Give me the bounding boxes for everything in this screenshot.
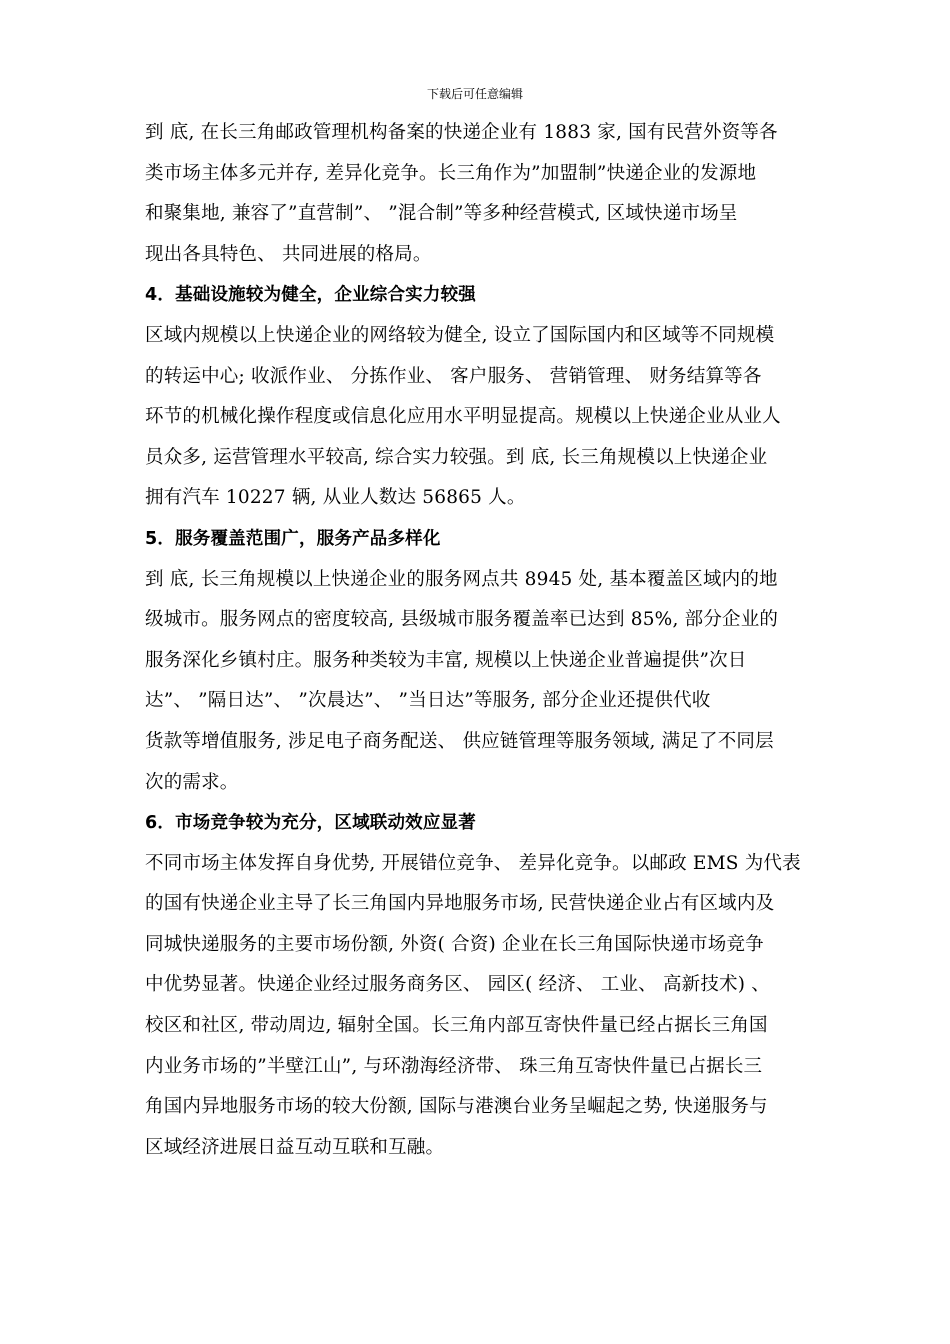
header-note: 下载后可任意编辑 — [426, 87, 523, 101]
body-text-line: 到 底, 在长三角邮政管理机构备案的快递企业有 1883 家, 国有民营外资等各 — [145, 122, 778, 143]
body-text-line: 不同市场主体发挥自身优势, 开展错位竞争、 差异化竞争。以邮政 EMS 为代表 — [145, 852, 801, 874]
body-text-line: 类市场主体多元并存, 差异化竞争。长三角作为”加盟制”快递企业的发源地 — [145, 162, 757, 184]
body-text-line: 拥有汽车 10227 辆, 从业人数达 56865 人。 — [145, 487, 526, 509]
body-text-line: 现出各具特色、 共同进展的格局。 — [145, 243, 432, 265]
body-text-line: 员众多, 运营管理水平较高, 综合实力较强。到 底, 长三角规模以上快递企业 — [145, 446, 768, 468]
section-heading: 4．基础设施较为健全，企业综合实力较强 — [145, 285, 476, 306]
body-text-line: 中优势显著。快递企业经过服务商务区、 园区( 经济、 工业、 高新技术) 、 — [145, 974, 770, 996]
section-heading: 6．市场竞争较为充分，区域联动效应显著 — [145, 813, 476, 834]
body-text-line: 达”、 ”隔日达”、 ”次晨达”、 ”当日达”等服务, 部分企业还提供代收 — [145, 690, 711, 712]
section-heading: 5．服务覆盖范围广，服务产品多样化 — [145, 528, 441, 549]
body-text-line: 货款等增值服务, 涉足电子商务配送、 供应链管理等服务领域, 满足了不同层 — [145, 730, 774, 752]
body-text-line: 的国有快递企业主导了长三角国内异地服务市场, 民营快递企业占有区域内及 — [145, 893, 775, 915]
document-body — [145, 113, 815, 1168]
body-text-line: 环节的机械化操作程度或信息化应用水平明显提高。规模以上快递企业从业人 — [145, 406, 781, 428]
body-text-line: 服务深化乡镇村庄。服务种类较为丰富, 规模以上快递企业普遍提供”次日 — [145, 649, 747, 671]
body-text-line: 同城快递服务的主要市场份额, 外资( 合资) 企业在长三角国际快递市场竞争 — [145, 933, 764, 955]
body-text-line: 级城市。服务网点的密度较高, 县级城市服务覆盖率已达到 85%, 部分企业的 — [145, 609, 779, 631]
body-text-line: 内业务市场的”半壁江山”, 与环渤海经济带、 珠三角互寄快件量已占据长三 — [145, 1055, 763, 1077]
body-text-line: 的转运中心; 收派作业、 分拣作业、 客户服务、 营销管理、 财务结算等各 — [145, 365, 762, 387]
body-text-line: 区域经济进展日益互动互联和互融。 — [145, 1136, 445, 1158]
body-text-line: 和聚集地, 兼容了”直营制”、 ”混合制”等多种经营模式, 区域快递市场呈 — [145, 203, 738, 225]
body-text-line: 到 底, 长三角规模以上快递企业的服务网点共 8945 处, 基本覆盖区域内的地 — [145, 568, 778, 590]
body-text-line: 校区和社区, 带动周边, 辐射全国。长三角内部互寄快件量已经占据长三角国 — [145, 1015, 768, 1037]
body-text-line: 次的需求。 — [145, 771, 239, 793]
body-text-line: 角国内异地服务市场的较大份额, 国际与港澳台业务呈崛起之势, 快递服务与 — [145, 1096, 768, 1118]
body-text-line: 区域内规模以上快递企业的网络较为健全, 设立了国际国内和区域等不同规模 — [145, 324, 775, 346]
